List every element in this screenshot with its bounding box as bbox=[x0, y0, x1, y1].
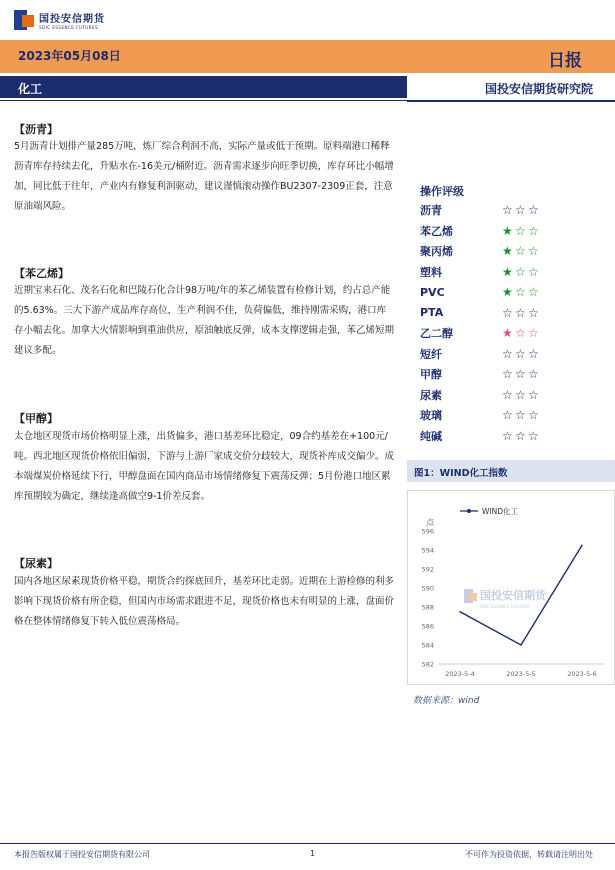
filled-star-icon: ★ bbox=[502, 285, 513, 300]
y-axis-label: 点 bbox=[426, 518, 434, 527]
rating-stars bbox=[502, 307, 541, 319]
section-title-methanol: 【甲醇】 bbox=[14, 412, 58, 425]
section-title-asphalt: 【沥青】 bbox=[14, 123, 58, 136]
rating-stars bbox=[502, 266, 541, 278]
y-tick-label: 594 bbox=[421, 546, 434, 555]
section-body-methanol: 太仓地区现货市场价格明显上涨，出货偏多，港口基差环比稳定，09合约基差在+100元/吨。西北地区现货价格依旧偏弱，下游与上游厂家成交价分歧较大，现货补库成交偏少。成本端煤炭价格延续下行，甲醇盘面在国内商品市场情绪修复下震荡反弹；5月份港口地区累库预期较为确定，继续逢高做空9-1价差反套。 bbox=[14, 431, 395, 502]
filled-star-icon: ★ bbox=[502, 264, 513, 279]
rating-product-name: 聚丙烯 bbox=[420, 245, 453, 259]
y-tick-label: 584 bbox=[421, 641, 434, 650]
x-tick-label: 2023-5-6 bbox=[567, 670, 597, 678]
empty-star-icon: ☆ bbox=[515, 244, 526, 259]
empty-star-icon: ☆ bbox=[515, 428, 526, 443]
rating-title: 操作评级 bbox=[420, 185, 464, 198]
empty-star-icon: ☆ bbox=[502, 367, 513, 382]
rating-product-name: PVC bbox=[420, 285, 445, 299]
rating-product-name: 尿素 bbox=[420, 388, 442, 402]
empty-star-icon: ☆ bbox=[528, 305, 539, 320]
copyright-notice: 本报告版权属于国投安信期货有限公司 bbox=[14, 850, 150, 859]
empty-star-icon: ☆ bbox=[528, 223, 539, 238]
empty-star-icon: ☆ bbox=[515, 264, 526, 279]
legend-marker bbox=[467, 509, 471, 513]
figure-title: 图1：WIND化工指数 bbox=[414, 468, 508, 479]
chart-container bbox=[407, 490, 615, 685]
data-source: 数据来源：wind bbox=[413, 696, 480, 706]
rating-product-name: 短纤 bbox=[420, 347, 442, 361]
empty-star-icon: ☆ bbox=[528, 346, 539, 361]
report-category: 化工 bbox=[18, 82, 43, 96]
rating-product-name: 苯乙烯 bbox=[420, 224, 453, 238]
institute-name: 国投安信期货研究院 bbox=[484, 82, 593, 96]
rating-list bbox=[420, 200, 570, 446]
y-tick-label: 582 bbox=[421, 660, 434, 669]
empty-star-icon: ☆ bbox=[502, 408, 513, 423]
watermark-english: SDIC ESSENCE FUTURES bbox=[480, 604, 530, 609]
rating-row bbox=[420, 262, 570, 283]
rating-row bbox=[420, 405, 570, 426]
empty-star-icon: ☆ bbox=[528, 408, 539, 423]
rating-stars bbox=[502, 409, 541, 421]
rating-stars bbox=[502, 430, 541, 442]
empty-star-icon: ☆ bbox=[528, 387, 539, 402]
rating-stars bbox=[502, 225, 541, 237]
data-point bbox=[520, 644, 522, 646]
empty-star-icon: ☆ bbox=[502, 346, 513, 361]
filled-star-icon: ★ bbox=[502, 223, 513, 238]
filled-star-icon: ★ bbox=[502, 326, 513, 341]
report-date: 2023年05月08日 bbox=[18, 49, 121, 63]
rating-stars bbox=[502, 245, 541, 257]
rating-stars bbox=[502, 389, 541, 401]
empty-star-icon: ☆ bbox=[515, 408, 526, 423]
rating-product-name: PTA bbox=[420, 306, 444, 320]
rating-row bbox=[420, 385, 570, 406]
rating-product-name: 乙二醇 bbox=[420, 327, 453, 341]
empty-star-icon: ☆ bbox=[528, 367, 539, 382]
rating-product-name: 甲醇 bbox=[420, 368, 442, 382]
empty-star-icon: ☆ bbox=[528, 264, 539, 279]
page-number: 1 bbox=[310, 849, 316, 858]
rating-row bbox=[420, 364, 570, 385]
disclaimer: 不可作为投资依据，转载请注明出处 bbox=[465, 850, 593, 859]
section-title-styrene: 【苯乙烯】 bbox=[14, 267, 69, 280]
x-tick-label: 2023-5-4 bbox=[445, 670, 475, 678]
report-type: 日报 bbox=[548, 51, 582, 71]
rating-product-name: 塑料 bbox=[420, 265, 442, 279]
empty-star-icon: ☆ bbox=[515, 285, 526, 300]
line-chart bbox=[408, 491, 614, 684]
empty-star-icon: ☆ bbox=[515, 223, 526, 238]
rating-stars bbox=[502, 327, 541, 339]
section-body-styrene: 近期宝来石化、茂名石化和巴陵石化合计98万吨/年的苯乙烯装置有检修计划，约占总产能的5.63%。三大下游产成品库存高位，生产利润不佳，负荷偏低，维持刚需采购，港口库存小幅去化。加拿大火情影响到重油供应，原油触底反弹，成本支撑逻辑走强，苯乙烯短期建议多配。 bbox=[14, 285, 395, 356]
section-body-asphalt: 5月沥青计划排产量285万吨，炼厂综合利润不高，实际产量或低于预期。原料端港口稀释沥青库存持续去化，升贴水在-16美元/桶附近。沥青需求逐步向旺季切换，库存环比小幅增加，同比低于往年，产业内有修复利润驱动，建议谨慎滚动操作BU2307-2309正套，注意原油端风险。 bbox=[14, 141, 394, 212]
logo-icon bbox=[14, 10, 34, 30]
rating-row bbox=[420, 200, 570, 221]
rating-row bbox=[420, 282, 570, 303]
empty-star-icon: ☆ bbox=[515, 387, 526, 402]
empty-star-icon: ☆ bbox=[502, 305, 513, 320]
footer-divider bbox=[0, 843, 615, 844]
section-title-urea: 【尿素】 bbox=[14, 557, 58, 570]
company-logo bbox=[14, 10, 105, 30]
empty-star-icon: ☆ bbox=[528, 285, 539, 300]
rating-stars bbox=[502, 286, 541, 298]
y-tick-label: 590 bbox=[421, 584, 434, 593]
empty-star-icon: ☆ bbox=[515, 305, 526, 320]
section-body-urea: 国内各地区尿素现货价格平稳，期货合约探底回升，基差环比走弱。近期在上游检修的利多影响下现货价格有所企稳，但国内市场需求跟进不足，现货价格也未有明显的上涨，盘面价格在整体情绪修复下转入低位震荡格局。 bbox=[14, 576, 395, 627]
empty-star-icon: ☆ bbox=[528, 428, 539, 443]
empty-star-icon: ☆ bbox=[515, 367, 526, 382]
data-point bbox=[459, 611, 461, 613]
rating-product-name: 沥青 bbox=[420, 204, 442, 218]
rating-stars bbox=[502, 348, 541, 360]
empty-star-icon: ☆ bbox=[515, 326, 526, 341]
y-tick-label: 586 bbox=[421, 622, 434, 631]
logo-english-name: SDIC ESSENCE FUTURES bbox=[39, 25, 99, 30]
rating-row bbox=[420, 344, 570, 365]
data-point bbox=[581, 544, 583, 546]
rating-row bbox=[420, 221, 570, 242]
header-divider bbox=[0, 100, 407, 101]
empty-star-icon: ☆ bbox=[502, 387, 513, 402]
y-tick-label: 592 bbox=[421, 565, 434, 574]
rating-stars bbox=[502, 368, 541, 380]
watermark-name: 国投安信期货 bbox=[480, 589, 546, 602]
rating-row bbox=[420, 303, 570, 324]
empty-star-icon: ☆ bbox=[502, 203, 513, 218]
empty-star-icon: ☆ bbox=[528, 203, 539, 218]
y-tick-label: 588 bbox=[421, 603, 434, 612]
rating-row bbox=[420, 426, 570, 447]
legend-label: WIND化工 bbox=[482, 507, 519, 516]
filled-star-icon: ★ bbox=[502, 244, 513, 259]
empty-star-icon: ☆ bbox=[528, 326, 539, 341]
category-banner bbox=[0, 76, 407, 98]
watermark bbox=[464, 588, 547, 609]
logo-name: 国投安信期货 bbox=[39, 14, 105, 25]
empty-star-icon: ☆ bbox=[528, 244, 539, 259]
rating-product-name: 玻璃 bbox=[420, 409, 442, 423]
empty-star-icon: ☆ bbox=[502, 428, 513, 443]
rating-product-name: 纯碱 bbox=[420, 429, 442, 443]
empty-star-icon: ☆ bbox=[515, 346, 526, 361]
header-divider-right bbox=[407, 100, 615, 102]
empty-star-icon: ☆ bbox=[515, 203, 526, 218]
rating-stars bbox=[502, 204, 541, 216]
y-tick-label: 596 bbox=[421, 527, 434, 536]
rating-row bbox=[420, 241, 570, 262]
rating-row bbox=[420, 323, 570, 344]
x-tick-label: 2023-5-5 bbox=[506, 670, 536, 678]
